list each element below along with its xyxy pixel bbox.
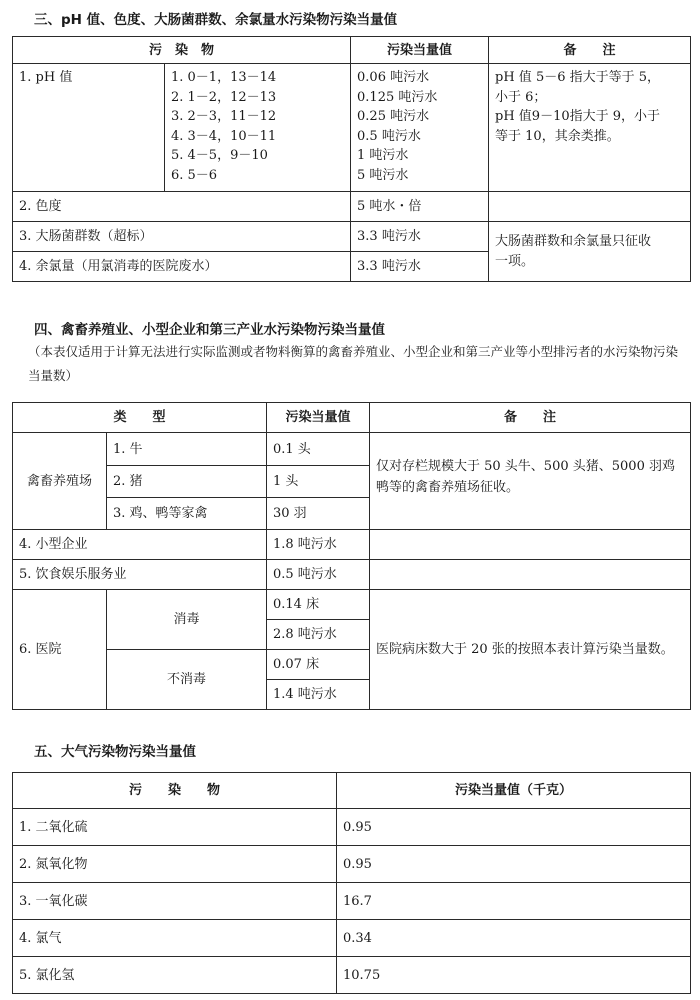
table-row bbox=[13, 192, 691, 222]
ph-range: 3. 2－3，11－12 bbox=[171, 109, 277, 124]
ph-name: 1. pH 值 bbox=[13, 64, 165, 192]
bacteria-remark-line: 大肠菌群数和余氯量只征收 bbox=[495, 234, 652, 249]
table-row bbox=[13, 560, 691, 590]
livestock-item: 2. 猪 bbox=[107, 466, 267, 498]
ph-values bbox=[351, 64, 489, 192]
hospital-name: 6. 医院 bbox=[13, 590, 107, 710]
livestock-value: 30 羽 bbox=[267, 498, 370, 530]
air-pollutant-value: 0.95 bbox=[337, 809, 691, 846]
s5-header-value: 污染当量值（千克） bbox=[337, 773, 691, 809]
small-enterprise-name: 4. 小型企业 bbox=[13, 530, 267, 560]
hospital-value: 0.07 床 bbox=[267, 650, 370, 680]
no-disinfect-label: 不消毒 bbox=[107, 650, 267, 710]
bacteria-remark bbox=[489, 222, 691, 282]
livestock-category: 禽畜养殖场 bbox=[13, 433, 107, 530]
table-row bbox=[13, 920, 691, 957]
air-pollutant-name: 2. 氮氧化物 bbox=[13, 846, 337, 883]
hospital-value: 2.8 吨污水 bbox=[267, 620, 370, 650]
catering-name: 5. 饮食娱乐服务业 bbox=[13, 560, 267, 590]
livestock-remark: 仅对存栏规模大于 50 头牛、500 头猪、5000 羽鸡鸭等的禽畜养殖场征收。 bbox=[370, 433, 691, 530]
ph-range: 4. 3－4，10－11 bbox=[171, 128, 277, 144]
color-remark bbox=[489, 192, 691, 222]
catering-value: 0.5 吨污水 bbox=[267, 560, 370, 590]
s3-header-value: 污染当量值 bbox=[351, 37, 489, 64]
air-pollutant-value: 10.75 bbox=[337, 957, 691, 994]
s3-header-pollutant: 污 染 物 bbox=[13, 37, 351, 64]
ph-range: 6. 5－6 bbox=[171, 167, 218, 183]
section4-title: 四、禽畜养殖业、小型企业和第三产业水污染物污染当量值 bbox=[34, 322, 385, 338]
table-row bbox=[13, 64, 691, 192]
section5-table bbox=[12, 772, 691, 994]
ph-ranges bbox=[165, 64, 351, 192]
ph-value: 0.5 吨污水 bbox=[357, 128, 421, 144]
section3-title: 三、pH 值、色度、大肠菌群数、余氯量水污染物污染当量值 bbox=[34, 12, 398, 28]
small-enterprise-value: 1.8 吨污水 bbox=[267, 530, 370, 560]
s4-header-type: 类 型 bbox=[13, 403, 267, 433]
ph-range: 2. 1－2，12－13 bbox=[171, 89, 277, 105]
livestock-value: 1 头 bbox=[267, 466, 370, 498]
small-enterprise-remark bbox=[370, 530, 691, 560]
section5-title: 五、大气污染物污染当量值 bbox=[34, 744, 196, 760]
ph-value: 0.125 吨污水 bbox=[357, 89, 438, 105]
chlorine-name: 4. 余氯量（用氯消毒的医院废水） bbox=[13, 252, 351, 282]
color-name: 2. 色度 bbox=[13, 192, 351, 222]
color-value: 5 吨水・倍 bbox=[351, 192, 489, 222]
ph-value: 0.25 吨污水 bbox=[357, 109, 430, 124]
ph-range: 1. 0－1，13－14 bbox=[171, 70, 277, 85]
ph-remark-line: 等于 10，其余类推。 bbox=[495, 128, 620, 144]
table-row bbox=[13, 222, 691, 252]
ph-remark bbox=[489, 64, 691, 192]
air-pollutant-name: 5. 氯化氢 bbox=[13, 957, 337, 994]
ph-value: 0.06 吨污水 bbox=[357, 70, 430, 85]
table-row bbox=[13, 957, 691, 994]
table-row bbox=[13, 883, 691, 920]
table-row bbox=[13, 530, 691, 560]
disinfect-label: 消毒 bbox=[107, 590, 267, 650]
s3-header-remark: 备 注 bbox=[489, 37, 691, 64]
s5-header-pollutant: 污 染 物 bbox=[13, 773, 337, 809]
ph-value: 1 吨污水 bbox=[357, 148, 409, 163]
air-pollutant-value: 16.7 bbox=[337, 883, 691, 920]
section3-table bbox=[12, 36, 691, 282]
bacteria-remark-line: 一项。 bbox=[495, 253, 535, 269]
air-pollutant-value: 0.95 bbox=[337, 846, 691, 883]
air-pollutant-name: 3. 一氧化碳 bbox=[13, 883, 337, 920]
livestock-item: 1. 牛 bbox=[107, 433, 267, 466]
table-row bbox=[13, 433, 691, 466]
table-row bbox=[13, 590, 691, 620]
section4-note: （本表仅适用于计算无法进行实际监测或者物料衡算的禽畜养殖业、小型企业和第三产业等小型排污者的水污染物污染当量数） bbox=[28, 344, 679, 383]
air-pollutant-value: 0.34 bbox=[337, 920, 691, 957]
livestock-item: 3. 鸡、鸭等家禽 bbox=[107, 498, 267, 530]
air-pollutant-name: 4. 氯气 bbox=[13, 920, 337, 957]
hospital-remark: 医院病床数大于 20 张的按照本表计算污染当量数。 bbox=[370, 590, 691, 710]
ph-remark-line: pH 值 5－6 指大于等于 5， bbox=[495, 70, 661, 85]
s4-header-value: 污染当量值 bbox=[267, 403, 370, 433]
section4-table bbox=[12, 402, 691, 710]
bacteria-value: 3.3 吨污水 bbox=[351, 222, 489, 252]
air-pollutant-name: 1. 二氧化硫 bbox=[13, 809, 337, 846]
ph-range: 5. 4－5，9－10 bbox=[171, 148, 268, 163]
s4-header-remark: 备 注 bbox=[370, 403, 691, 433]
livestock-value: 0.1 头 bbox=[267, 433, 370, 466]
ph-remark-line: pH 值9－10指大于 9，小于 bbox=[495, 109, 661, 124]
ph-remark-line: 小于 6； bbox=[495, 89, 547, 105]
chlorine-value: 3.3 吨污水 bbox=[351, 252, 489, 282]
hospital-value: 1.4 吨污水 bbox=[267, 680, 370, 710]
hospital-value: 0.14 床 bbox=[267, 590, 370, 620]
catering-remark bbox=[370, 560, 691, 590]
table-row bbox=[13, 809, 691, 846]
bacteria-name: 3. 大肠菌群数（超标） bbox=[13, 222, 351, 252]
table-row bbox=[13, 846, 691, 883]
ph-value: 5 吨污水 bbox=[357, 167, 409, 183]
